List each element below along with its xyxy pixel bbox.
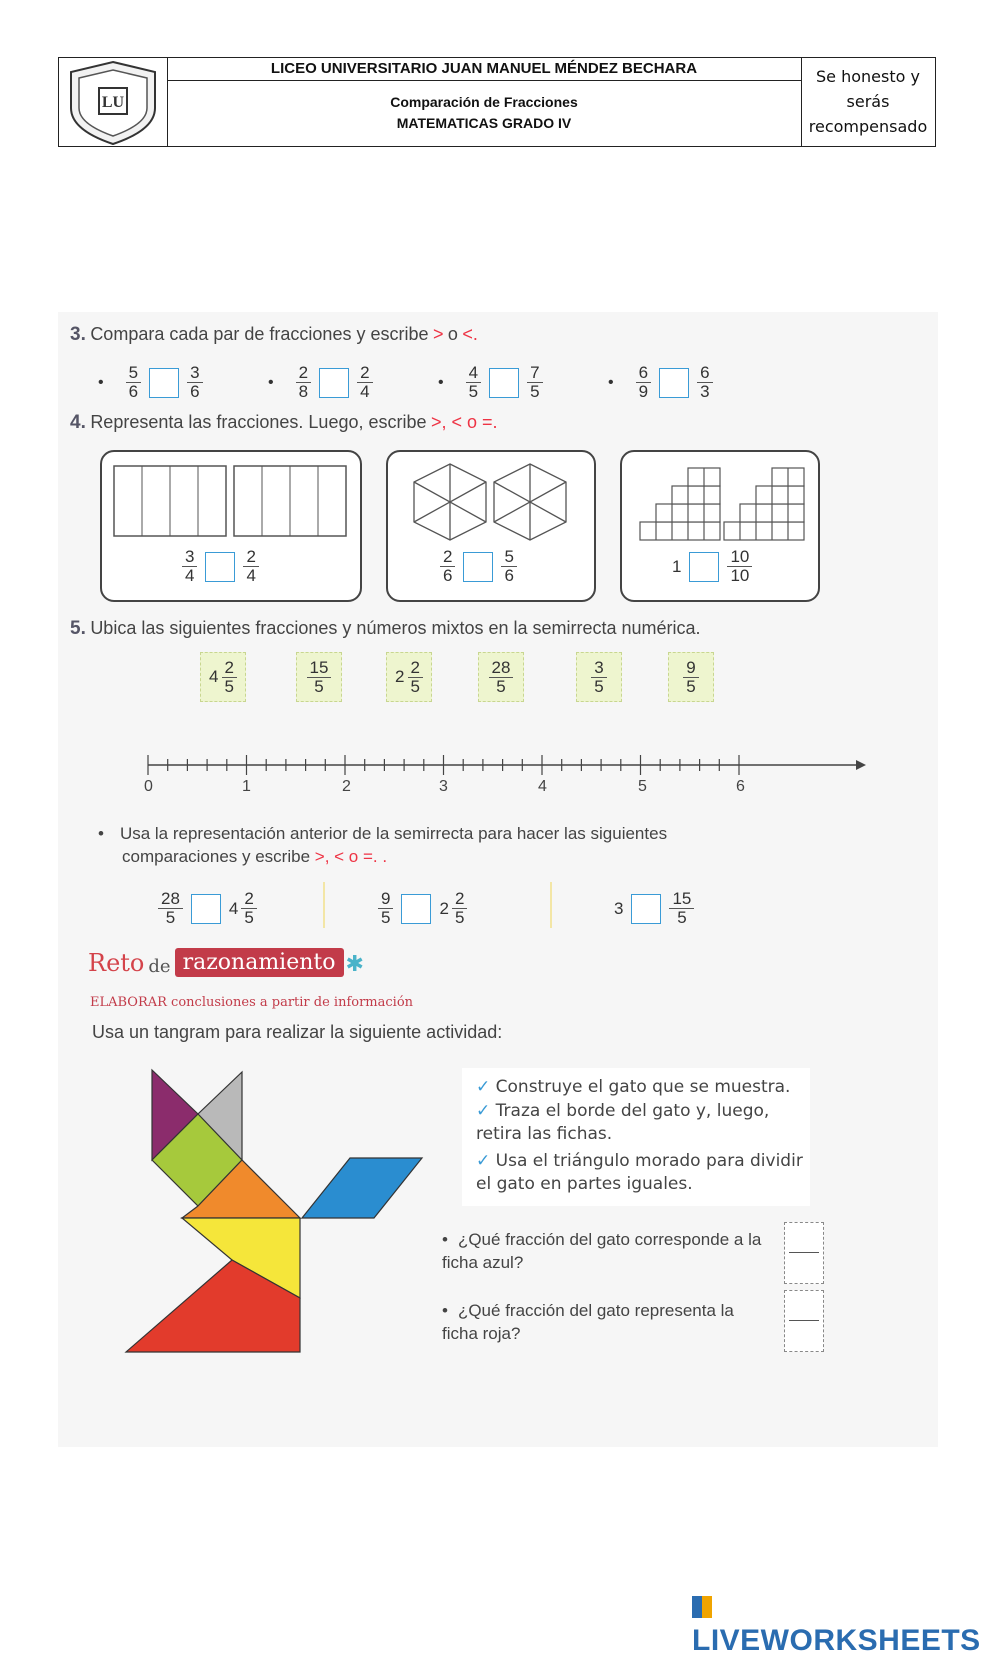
q5-compare-2: [378, 890, 467, 927]
reto-question-2: • ¿Qué fracción del gato representa la ficha roja?: [442, 1301, 734, 1343]
q5-bullet-ops: >, < o =. .: [314, 847, 388, 866]
school-seal-logo: [59, 58, 167, 146]
reto-razonamiento: razonamiento: [175, 948, 344, 977]
motto-line-1: Se honesto y: [816, 67, 920, 86]
checkmark-icon: ✓: [476, 1077, 491, 1097]
q4-card-1-compare: [182, 548, 259, 585]
liveworksheets-logo: [692, 1590, 1000, 1658]
fraction: $\frac{2}{5}$: [452, 890, 467, 927]
checkmark-icon: ✓: [476, 1151, 491, 1171]
fraction: $\frac{3}{4}$: [182, 548, 197, 585]
q3-heading: [70, 324, 478, 346]
reto-subtitle: ELABORAR conclusiones a partir de información: [90, 995, 414, 1010]
answer-box[interactable]: [489, 368, 519, 398]
school-name: LICEO UNIVERSITARIO JUAN MANUEL MÉNDEZ BECHARA: [167, 58, 801, 81]
fraction: $\frac{2}{4}$: [243, 548, 258, 585]
answer-box[interactable]: [205, 552, 235, 582]
q3-number: 3.: [70, 324, 86, 345]
answer-box[interactable]: [689, 552, 719, 582]
fraction: $\frac{2}{5}$: [241, 890, 256, 927]
answer-box[interactable]: [463, 552, 493, 582]
q4-number: 4.: [70, 412, 86, 433]
worksheet-scan: [58, 312, 938, 1447]
brand-text: LIVEWORKSHEETS: [692, 1624, 981, 1657]
brand-icon: [692, 1596, 712, 1618]
q3-pair-1: [98, 364, 203, 401]
motto-line-2: serás: [846, 92, 890, 111]
fraction: $\frac{2}{8}$: [296, 364, 311, 401]
whole-number: 4: [228, 898, 239, 918]
subject-title: [167, 92, 801, 134]
chip-9-5[interactable]: $\frac{9}{5}$: [668, 652, 714, 702]
reto-word: Reto: [88, 949, 145, 977]
whole-number: 3: [614, 898, 624, 918]
fraction: $\frac{4}{5}$: [466, 364, 481, 401]
q4-heading: [70, 412, 498, 434]
chip-15-5[interactable]: $\frac{15}{5}$: [296, 652, 342, 702]
q3-pair-4: [608, 364, 713, 401]
fraction: $\frac{2}{4}$: [357, 364, 372, 401]
q5-bullet-line-1: Usa la representación anterior de la semirrecta para hacer las siguientes: [119, 824, 668, 843]
answer-box[interactable]: [401, 894, 431, 924]
q4-card-3-compare: [672, 548, 752, 585]
bullet: •: [98, 373, 104, 391]
q3-op-less: <.: [462, 324, 478, 344]
q3-pair-3: [438, 364, 543, 401]
blue-parallelogram: [302, 1158, 422, 1218]
motto-line-3: recompensado: [808, 117, 928, 136]
line-label-4: 4: [538, 778, 547, 795]
answer-box[interactable]: [191, 894, 221, 924]
fraction-answer-box-blue[interactable]: [784, 1222, 824, 1284]
q3-or: o: [447, 324, 458, 344]
q5-number: 5.: [70, 618, 86, 639]
fraction: $\frac{6}{9}$: [636, 364, 651, 401]
subject-line-2: MATEMATICAS GRADO IV: [396, 115, 572, 131]
puzzle-icon: ✱: [345, 951, 364, 976]
answer-box[interactable]: [659, 368, 689, 398]
fraction: $\frac{9}{5}$: [378, 890, 393, 927]
subject-line-1: Comparación de Fracciones: [390, 94, 578, 110]
fraction: $\frac{10}{10}$: [727, 548, 752, 585]
fraction: $\frac{15}{5}$: [669, 890, 694, 927]
q5-bullet-line-2: comparaciones y escribe: [122, 847, 311, 866]
line-label-2: 2: [342, 778, 351, 795]
q5-compare-3: [614, 890, 694, 927]
fraction: $\frac{5}{6}$: [126, 364, 141, 401]
q3-pair-2: [268, 364, 373, 401]
fraction: $\frac{2}{6}$: [440, 548, 455, 585]
fraction-answer-box-red[interactable]: [784, 1290, 824, 1352]
line-label-0: 0: [144, 778, 153, 795]
answer-box[interactable]: [631, 894, 661, 924]
header-table: [58, 57, 936, 147]
check-item-3: ✓ Usa el triángulo morado para dividir el gato en partes iguales.: [476, 1151, 803, 1194]
q4-card-staircases: [620, 450, 820, 602]
motto-cell: [801, 58, 935, 146]
q5-text: Ubica las siguientes fracciones y números mixtos en la semirrecta numérica.: [90, 618, 701, 638]
chip-28-5[interactable]: $\frac{28}{5}$: [478, 652, 524, 702]
q4-ops: >, < o =.: [430, 412, 498, 432]
logo-cell: [59, 58, 168, 146]
reto-de: de: [148, 956, 171, 977]
chip-mixed-4-2-5[interactable]: 4 $\frac{2}{5}$: [200, 652, 246, 702]
reto-question-1: • ¿Qué fracción del gato corresponde a la ficha azul?: [442, 1230, 762, 1272]
rectangle-diagram: [112, 464, 350, 540]
bullet: •: [438, 373, 444, 391]
bullet: •: [608, 373, 614, 391]
answer-box[interactable]: [319, 368, 349, 398]
fraction: $\frac{6}{3}$: [697, 364, 712, 401]
header-title-cell: [167, 58, 802, 146]
q3-text: Compara cada par de fracciones y escribe: [90, 324, 429, 344]
answer-box[interactable]: [149, 368, 179, 398]
tangram-cat: [122, 1064, 442, 1364]
line-label-5: 5: [638, 778, 647, 795]
checkmark-icon: ✓: [476, 1101, 491, 1121]
chip-3-5[interactable]: $\frac{3}{5}$: [576, 652, 622, 702]
line-label-1: 1: [242, 778, 251, 795]
fraction: $\frac{7}{5}$: [527, 364, 542, 401]
hexagon-diagram: [410, 460, 572, 544]
q4-card-2-compare: [440, 548, 517, 585]
fraction: $\frac{5}{6}$: [501, 548, 516, 585]
q4-card-hexagons: [386, 450, 596, 602]
q5-compare-1: [158, 890, 257, 927]
q4-text: Representa las fracciones. Luego, escribe: [90, 412, 427, 432]
fraction: $\frac{28}{5}$: [158, 890, 183, 927]
line-label-3: 3: [439, 778, 448, 795]
divider: [550, 882, 552, 928]
whole-number: 1: [672, 556, 682, 576]
divider: [323, 882, 325, 928]
q4-card-rectangles: [100, 450, 362, 602]
check-item-2: ✓ Traza el borde del gato y, luego, retira las fichas.: [476, 1101, 770, 1144]
logo-initials: LU: [101, 94, 125, 111]
q5-heading: [70, 618, 701, 640]
bullet: •: [98, 824, 104, 843]
check-item-1: ✓ Construye el gato que se muestra.: [476, 1077, 791, 1097]
q5-bullet-text: [98, 822, 667, 868]
chip-mixed-2-2-5[interactable]: 2 $\frac{2}{5}$: [386, 652, 432, 702]
q3-op-greater: >: [432, 324, 444, 344]
staircase-diagram: [636, 460, 806, 544]
reto-title: [88, 948, 364, 977]
fraction: $\frac{3}{6}$: [187, 364, 202, 401]
whole-number: 2: [439, 898, 449, 918]
line-label-6: 6: [736, 778, 745, 795]
bullet: •: [268, 373, 274, 391]
reto-instruction: Usa un tangram para realizar la siguiente actividad:: [92, 1022, 503, 1042]
number-line: [138, 750, 868, 780]
